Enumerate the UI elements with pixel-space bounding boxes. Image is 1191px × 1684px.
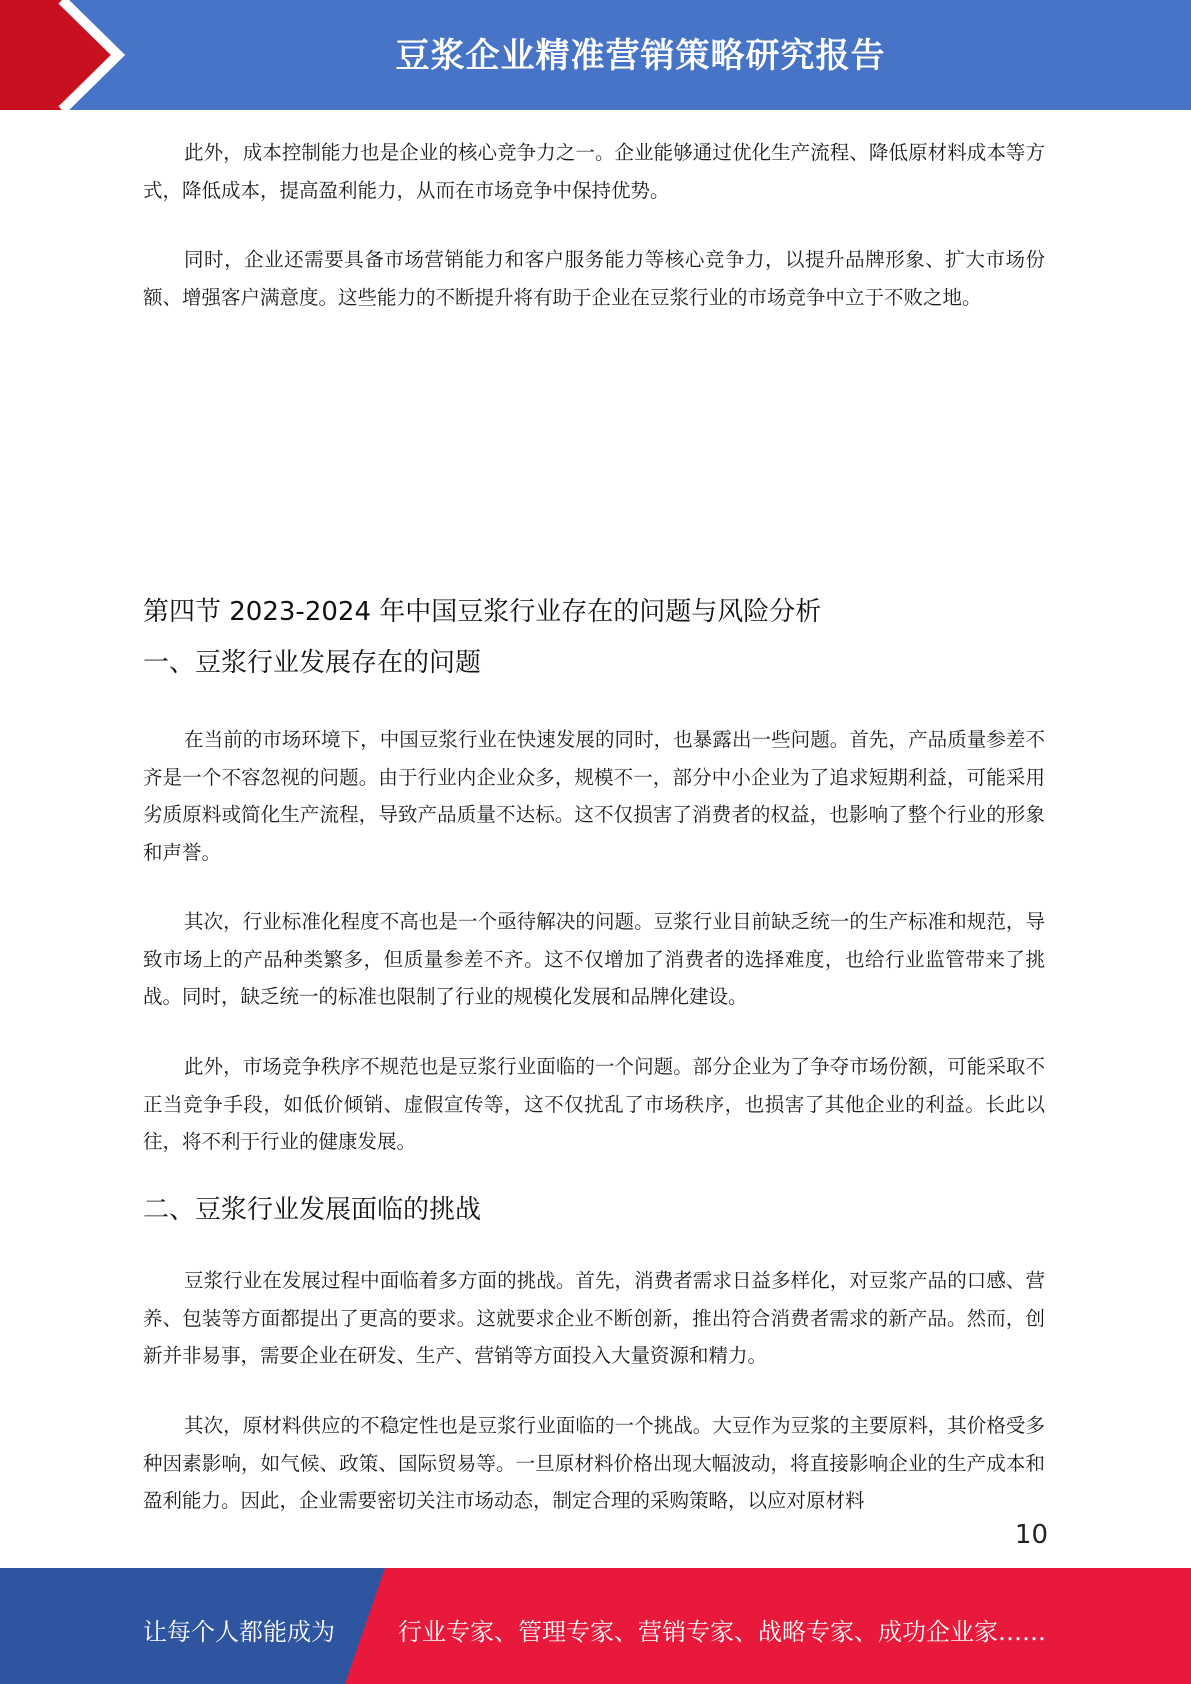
subsection-heading: 二、豆浆行业发展面临的挑战: [143, 1195, 482, 1225]
section-heading: 第四节 2023-2024 年中国豆浆行业存在的问题与风险分析: [143, 597, 822, 627]
paragraph: 其次，原材料供应的不稳定性也是豆浆行业面临的一个挑战。大豆作为豆浆的主要原料，其价格受多种因素影响，如气候、政策、国际贸易等。一旦原材料价格出现大幅波动，将直接影响企业的生产成本和盈利能力。因此，企业需要密切关注市场动态，制定合理的采购策略，以应对原材料: [143, 1414, 1045, 1512]
footer-slogan-left: 让每个人都能成为: [143, 1618, 335, 1646]
footer-slogan-right: 行业专家、管理专家、营销专家、战略专家、成功企业家……: [398, 1618, 1046, 1646]
paragraph: 此外，市场竞争秩序不规范也是豆浆行业面临的一个问题。部分企业为了争夺市场份额，可能采取不正当竞争手段，如低价倾销、虚假宣传等，这不仅扰乱了市场秩序，也损害了其他企业的利益。长此以往，将不利于行业的健康发展。: [143, 1055, 1045, 1153]
paragraph: 在当前的市场环境下，中国豆浆行业在快速发展的同时，也暴露出一些问题。首先，产品质量参差不齐是一个不容忽视的问题。由于行业内企业众多，规模不一，部分中小企业为了追求短期利益，可能采用劣质原料或简化生产流程，导致产品质量不达标。这不仅损害了消费者的权益，也影响了整个行业的形象和声誉。: [143, 728, 1045, 864]
report-title: 豆浆企业精准营销策略研究报告: [395, 36, 886, 76]
page-header: [0, 0, 1191, 110]
paragraph: 其次，行业标准化程度不高也是一个亟待解决的问题。豆浆行业目前缺乏统一的生产标准和规范，导致市场上的产品种类繁多，但质量参差不齐。这不仅增加了消费者的选择难度，也给行业监管带来了挑战。同时，缺乏统一的标准也限制了行业的规模化发展和品牌化建设。: [143, 910, 1045, 1008]
paragraph: 同时，企业还需要具备市场营销能力和客户服务能力等核心竞争力，以提升品牌形象、扩大市场份额、增强客户满意度。这些能力的不断提升将有助于企业在豆浆行业的市场竞争中立于不败之地。: [143, 248, 1045, 309]
paragraph: 此外，成本控制能力也是企业的核心竞争力之一。企业能够通过优化生产流程、降低原材料成本等方式，降低成本，提高盈利能力，从而在市场竞争中保持优势。: [143, 141, 1045, 202]
paragraph: 豆浆行业在发展过程中面临着多方面的挑战。首先，消费者需求日益多样化，对豆浆产品的口感、营养、包装等方面都提出了更高的要求。这就要求企业不断创新，推出符合消费者需求的新产品。然而，创新并非易事，需要企业在研发、生产、营销等方面投入大量资源和精力。: [143, 1269, 1045, 1367]
page-number: 10: [1014, 1520, 1048, 1550]
page-footer: [0, 1568, 1191, 1684]
subsection-heading: 一、豆浆行业发展存在的问题: [143, 648, 482, 678]
